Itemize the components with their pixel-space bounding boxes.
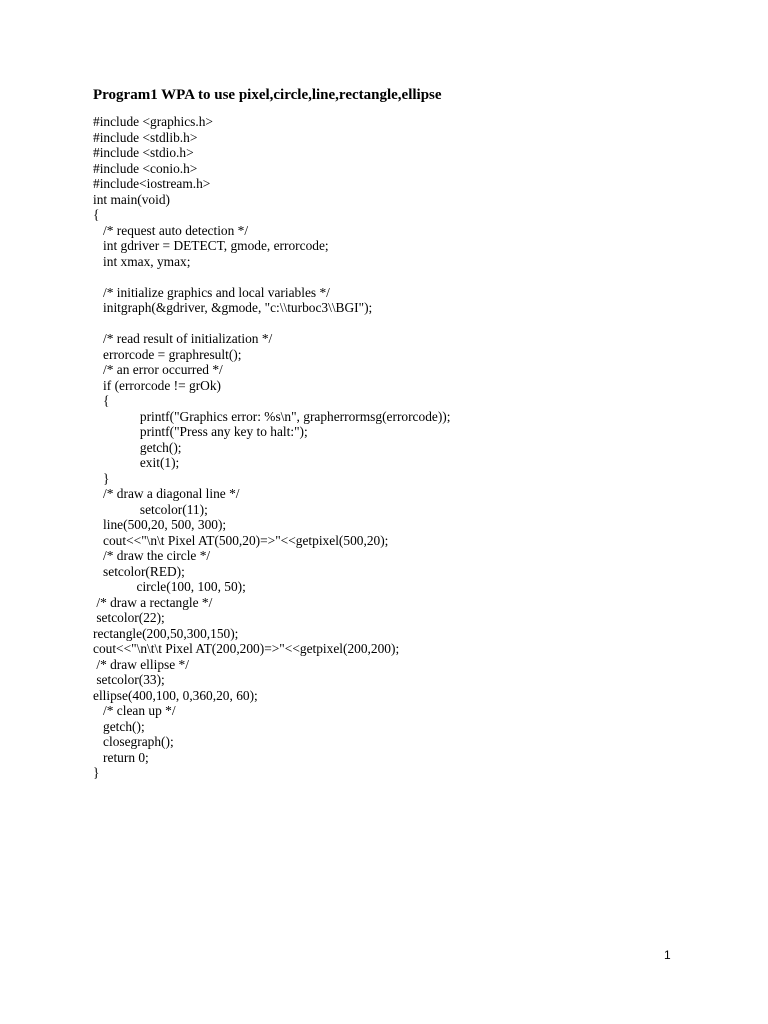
code-line: #include <stdlib.h> bbox=[93, 129, 198, 145]
code-line bbox=[93, 316, 450, 332]
code-line: closegraph(); bbox=[93, 734, 174, 749]
code-line: cout<<"\n\t\t Pixel AT(200,200)=>"<<getpixel(200,200); bbox=[93, 641, 400, 656]
code-line: setcolor(22); bbox=[93, 610, 165, 625]
code-line: { bbox=[93, 207, 100, 222]
code-line: /* draw a rectangle */ bbox=[93, 594, 213, 610]
code-line: } bbox=[93, 765, 100, 780]
code-line: /* request auto detection */ bbox=[93, 222, 249, 238]
code-line: line(500,20, 500, 300); bbox=[93, 517, 227, 532]
code-line: getch(); bbox=[93, 439, 182, 455]
code-line: /* an error occurred */ bbox=[93, 362, 223, 377]
code-line: rectangle(200,50,300,150); bbox=[93, 625, 239, 641]
code-line: } bbox=[93, 470, 110, 486]
code-line bbox=[93, 269, 450, 285]
code-line: exit(1); bbox=[93, 455, 180, 470]
code-line: getch(); bbox=[93, 718, 145, 734]
code-line: #include <conio.h> bbox=[93, 160, 198, 176]
code-line: return 0; bbox=[93, 749, 149, 765]
code-line: #include<iostream.h> bbox=[93, 176, 211, 191]
code-line: int gdriver = DETECT, gmode, errorcode; bbox=[93, 238, 329, 253]
code-line: setcolor(RED); bbox=[93, 563, 185, 579]
code-listing bbox=[93, 114, 450, 781]
code-line: circle(100, 100, 50); bbox=[93, 579, 246, 594]
code-line: int xmax, ymax; bbox=[93, 253, 191, 269]
code-line: /* draw the circle */ bbox=[93, 548, 211, 563]
code-line: #include <graphics.h> bbox=[93, 114, 213, 129]
code-line: ellipse(400,100, 0,360,20, 60); bbox=[93, 687, 258, 703]
program-title: Program1 WPA to use pixel,circle,line,rectangle,ellipse bbox=[93, 87, 442, 103]
code-line: /* initialize graphics and local variables */ bbox=[93, 284, 330, 300]
code-line: setcolor(11); bbox=[93, 501, 208, 517]
code-line: printf("Press any key to halt:"); bbox=[93, 424, 308, 439]
code-line: initgraph(&gdriver, &gmode, "c:\\turboc3\\BGI"); bbox=[93, 300, 373, 315]
code-line: /* draw a diagonal line */ bbox=[93, 486, 240, 501]
code-line: /* clean up */ bbox=[93, 703, 176, 718]
page-number: 1 bbox=[664, 948, 671, 962]
code-line: setcolor(33); bbox=[93, 672, 165, 687]
code-line: printf("Graphics error: %s\n", grapherrormsg(errorcode)); bbox=[93, 408, 451, 424]
code-line: errorcode = graphresult(); bbox=[93, 346, 242, 362]
code-line: if (errorcode != grOk) bbox=[93, 377, 222, 393]
code-line: /* draw ellipse */ bbox=[93, 656, 189, 672]
code-line: int main(void) bbox=[93, 191, 170, 207]
code-line: cout<<"\n\t Pixel AT(500,20)=>"<<getpixel(500,20); bbox=[93, 532, 389, 548]
code-line: /* read result of initialization */ bbox=[93, 331, 273, 346]
code-line: { bbox=[93, 393, 110, 408]
code-line: #include <stdio.h> bbox=[93, 145, 194, 160]
